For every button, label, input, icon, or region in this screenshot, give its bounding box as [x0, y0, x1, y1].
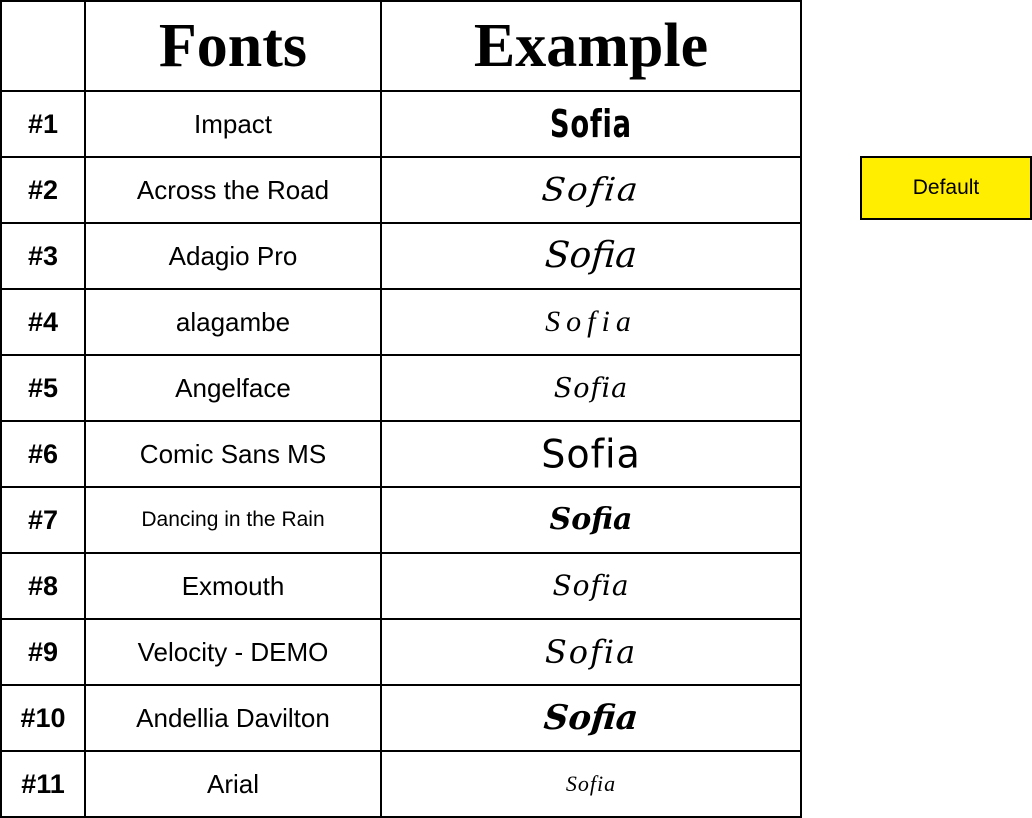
font-example-cell: [381, 751, 801, 817]
font-example-text: Sofia: [550, 102, 632, 146]
font-name: Angelface: [85, 355, 381, 421]
table-header-row: [1, 1, 801, 91]
font-example-text: Sofia: [543, 235, 639, 276]
table-row[interactable]: [1, 751, 801, 817]
font-example-cell: [381, 157, 980, 223]
row-number: #1: [1, 91, 85, 157]
row-number: #11: [1, 751, 85, 817]
font-example-cell: [381, 289, 801, 355]
table-row[interactable]: [1, 421, 801, 487]
table-row[interactable]: [1, 619, 801, 685]
font-example-cell: [381, 487, 801, 553]
table-row[interactable]: [1, 487, 801, 553]
font-example-cell: [381, 685, 801, 751]
table-row[interactable]: [1, 355, 801, 421]
row-number: #9: [1, 619, 85, 685]
table-row[interactable]: [1, 685, 801, 751]
table-row[interactable]: [1, 289, 801, 355]
font-example-text: Sofia: [541, 431, 641, 477]
font-name: Velocity - DEMO: [85, 619, 381, 685]
font-name: Exmouth: [85, 553, 381, 619]
header-fonts-label: Fonts: [85, 1, 381, 91]
font-name: Adagio Pro: [85, 223, 381, 289]
font-example-text: Sofia: [553, 372, 629, 404]
font-example-cell: [381, 619, 801, 685]
table-row[interactable]: [1, 157, 801, 223]
font-name: Andellia Davilton: [85, 685, 381, 751]
row-number: #8: [1, 553, 85, 619]
row-number: #2: [1, 157, 85, 223]
font-example-cell: [381, 355, 801, 421]
row-number: #6: [1, 421, 85, 487]
default-badge: Default: [860, 156, 1032, 220]
font-name: alagambe: [85, 289, 381, 355]
table-body: [1, 1, 980, 817]
row-number: #5: [1, 355, 85, 421]
row-number: #10: [1, 685, 85, 751]
font-name: Dancing in the Rain: [85, 487, 381, 553]
font-example-cell: [381, 421, 801, 487]
font-example-text: Sofia: [545, 305, 637, 338]
font-name: Across the Road: [85, 157, 381, 223]
font-example-text: Sofia: [540, 171, 642, 209]
font-name: Arial: [85, 751, 381, 817]
table-row[interactable]: [1, 91, 801, 157]
header-spacer-cell: [1, 1, 85, 91]
font-example-cell: [381, 553, 801, 619]
row-number: #3: [1, 223, 85, 289]
row-number: #4: [1, 289, 85, 355]
font-example-text: Sofia: [542, 698, 640, 738]
font-example-text: Sofia: [552, 569, 630, 602]
font-name: Impact: [85, 91, 381, 157]
header-example-label: Example: [381, 1, 801, 91]
font-example-text: Sofia: [544, 633, 638, 671]
table-row[interactable]: [1, 223, 801, 289]
table-row[interactable]: [1, 553, 801, 619]
font-example-cell: [381, 91, 801, 157]
font-name: Comic Sans MS: [85, 421, 381, 487]
row-number: #7: [1, 487, 85, 553]
font-example-text: Sofia: [549, 502, 633, 537]
font-example-cell: [381, 223, 801, 289]
font-example-text: Sofia: [565, 770, 617, 796]
